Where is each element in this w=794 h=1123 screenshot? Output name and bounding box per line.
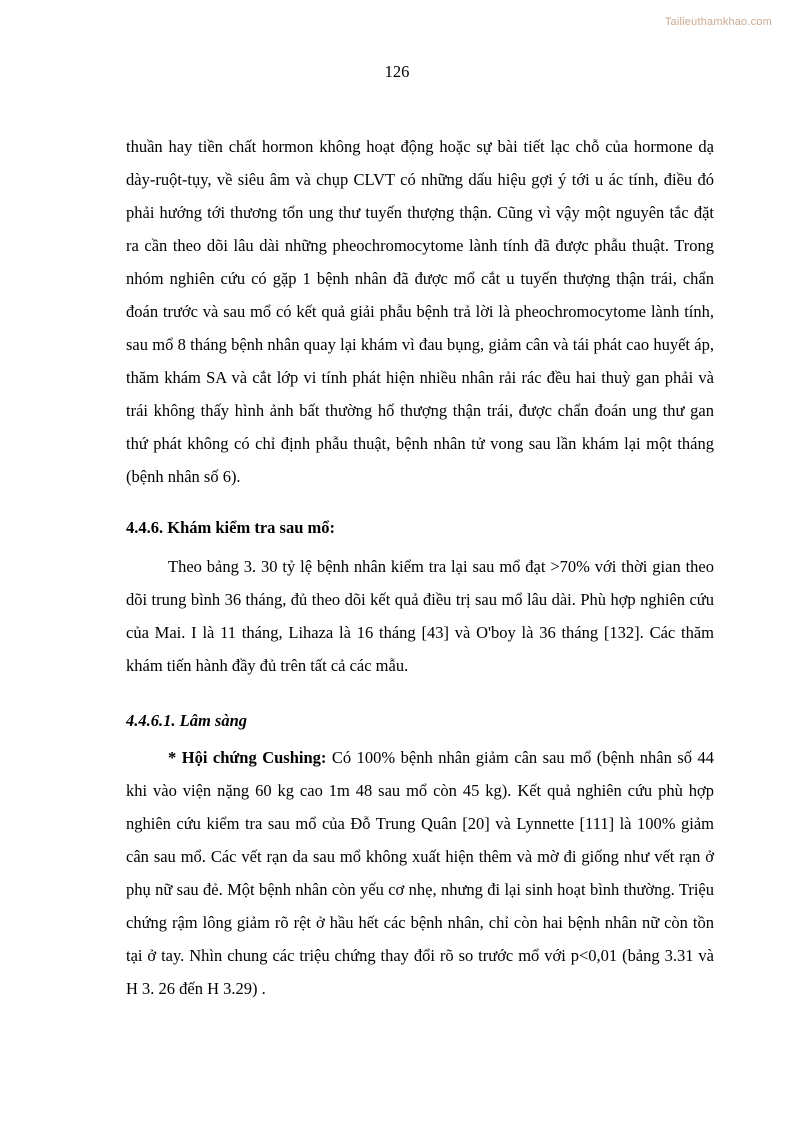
paragraph-body: Theo bảng 3. 30 tỷ lệ bệnh nhân kiểm tra lại sau mổ đạt >70% với thời gian theo dõi trung bình 36 tháng, đủ theo dõi kết quả điều trị sau mổ lâu dài. Phù hợp nghiên cứu của Mai. I là 11 tháng, Lihaza là 16 tháng [43] và O'boy là 36 tháng [132]. Các thăm khám tiến hành đầy đủ trên tất cả các mẫu. xyxy=(126,557,714,675)
spacer xyxy=(126,682,714,692)
runin-label-cushing: * Hội chứng Cushing: xyxy=(168,748,327,767)
paragraph-body-cushing-text: Có 100% bệnh nhân giảm cân sau mổ (bệnh nhân số 44 khi vào viện nặng 60 kg cao 1m 48 sau mổ còn 45 kg). Kết quả nghiên cứu phù hợp nghiên cứu kiểm tra sau mổ của Đỗ Trung Quân [20] và Lynnette [111] là 100% giảm cân sau mổ. Các vết rạn da sau mổ không xuất hiện thêm và mờ đi giống như vết rạn ở phụ nữ sau đẻ. Một bệnh nhân còn yếu cơ nhẹ, nhưng đi lại sinh hoạt bình thường. Triệu chứng rậm lông giảm rõ rệt ở hầu hết các bệnh nhân, chỉ còn hai bệnh nhân nữ còn tồn tại ở tay. Nhìn chung các triệu chứng thay đổi rõ so trước mổ với p<0,01 (bảng 3.31 và H 3. 26 đến H 3.29) . xyxy=(126,748,714,998)
paragraph-body: thuần hay tiền chất hormon không hoạt động hoặc sự bài tiết lạc chỗ của hormone dạ dày-ruột-tụy, về siêu âm và chụp CLVT có những dấu hiệu gợi ý tới u ác tính, điều đó phải hướng tới thương tổn ung thư tuyến thượng thận. Cũng vì vậy một nguyên tắc đặt ra cần theo dõi lâu dài những pheochromocytome lành tính đã được phẫu thuật. Trong nhóm nghiên cứu có gặp 1 bệnh nhân đã được mổ cắt u tuyến thượng thận trái, chẩn đoán trước và sau mổ có kết quả giải phẫu bệnh trả lời là pheochromocytome lành tính, sau mổ 8 tháng bệnh nhân quay lại khám vì đau bụng, giảm cân và tái phát cao huyết áp, thăm khám SA và cắt lớp vi tính phát hiện nhiều nhân rải rác đều hai thuỳ gan phải và trái không thấy hình ảnh bất thường hố thượng thận trái, được chẩn đoán ung thư gan thứ phát không có chỉ định phẫu thuật, bệnh nhân tử vong sau lần khám lại một tháng (bệnh nhân số 6). xyxy=(126,137,714,486)
paragraph-body-cushing xyxy=(126,741,714,1005)
page-number: 126 xyxy=(384,62,410,81)
page-content xyxy=(126,130,714,1005)
section-subheading-4-4-6-1: 4.4.6.1. Lâm sàng xyxy=(126,711,248,730)
watermark-text: Tailieuthamkhao.com xyxy=(664,16,772,28)
section-heading-4-4-6: 4.4.6. Khám kiểm tra sau mổ: xyxy=(126,518,335,537)
spacer xyxy=(126,493,714,499)
